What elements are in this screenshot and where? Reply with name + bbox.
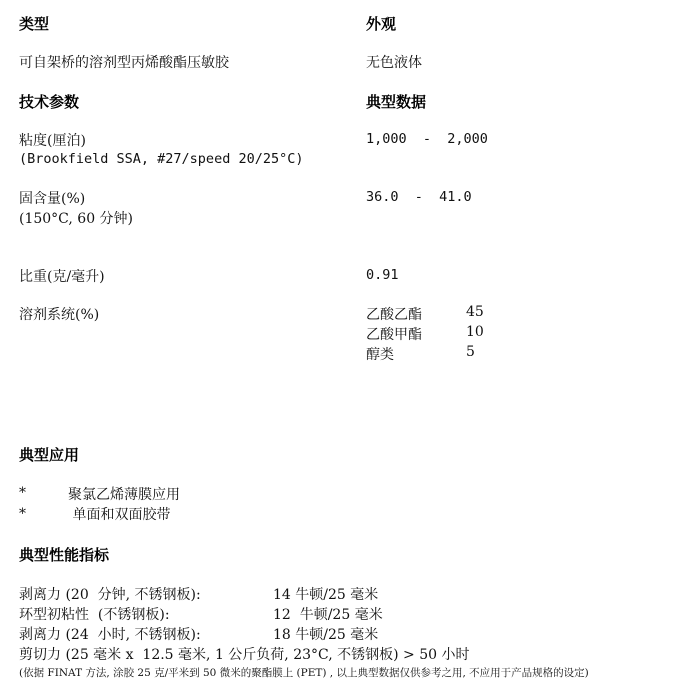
performance-label: 剥离力 (24 小时, 不锈钢板): <box>19 627 201 643</box>
solvent-item-name: 醇类 <box>366 347 394 363</box>
footnote: (依据 FINAT 方法, 涂胶 25 克/平米到 50 微米的聚酯膜上 (PET) , 以上典型数据仅供参考之用, 不应用于产品规格的设定) <box>19 667 589 679</box>
performance-label: 环型初粘性 (不锈钢板): <box>19 607 170 623</box>
performance-heading: 典型性能指标 <box>19 546 110 564</box>
bullet: * <box>19 506 26 522</box>
viscosity-sublabel: (Brookfield SSA, #27/speed 20/25°C) <box>19 151 304 167</box>
performance-label: 剥离力 (20 分钟, 不锈钢板): <box>19 587 201 603</box>
solvent-item-value: 5 <box>466 344 475 360</box>
specific-gravity-label: 比重(克/毫升) <box>19 269 105 285</box>
type-heading: 类型 <box>19 15 50 33</box>
performance-value: 14 牛顿/25 毫米 <box>273 587 379 603</box>
viscosity-value: 1,000 - 2,000 <box>366 131 488 147</box>
appearance-heading: 外观 <box>366 15 397 33</box>
application-item: 聚氯乙烯薄膜应用 <box>68 487 180 503</box>
typical-data-heading: 典型数据 <box>366 93 427 111</box>
performance-value: 12 牛顿/25 毫米 <box>273 607 383 623</box>
shear-line: 剪切力 (25 毫米 x 12.5 毫米, 1 公斤负荷, 23°C, 不锈钢板) > 50 小时 <box>19 647 470 663</box>
solvent-item-name: 乙酸甲酯 <box>366 327 422 343</box>
solids-label: 固含量(%) <box>19 191 86 207</box>
solids-sublabel: (150°C, 60 分钟) <box>19 211 134 227</box>
solvent-item-name: 乙酸乙酯 <box>366 307 422 323</box>
application-item: 单面和双面胶带 <box>68 507 171 523</box>
bullet: * <box>19 485 26 501</box>
solvent-item-value: 10 <box>466 324 484 340</box>
specific-gravity-value: 0.91 <box>366 267 399 283</box>
tech-params-heading: 技术参数 <box>19 93 80 111</box>
solids-value: 36.0 - 41.0 <box>366 189 472 205</box>
solvent-system-label: 溶剂系统(%) <box>19 307 100 323</box>
solvent-item-value: 45 <box>466 304 484 320</box>
type-value: 可自架桥的溶剂型丙烯酸酯压敏胶 <box>19 55 229 71</box>
performance-value: 18 牛顿/25 毫米 <box>273 627 379 643</box>
viscosity-label: 粘度(厘泊) <box>19 133 86 149</box>
appearance-value: 无色液体 <box>366 55 422 71</box>
applications-heading: 典型应用 <box>19 446 80 464</box>
